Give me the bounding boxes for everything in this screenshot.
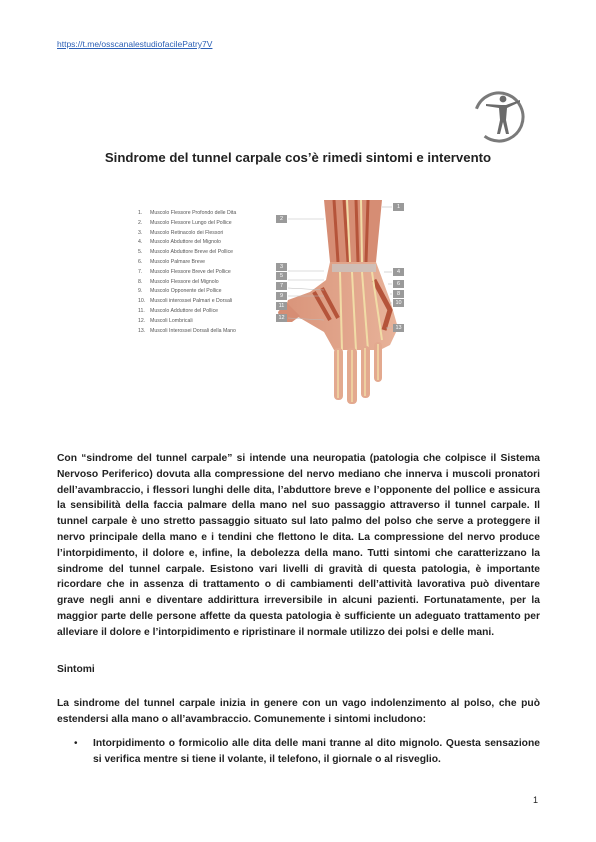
figure-tag: 13	[393, 324, 404, 332]
legend-item: 12. Muscoli Lombricali	[138, 317, 193, 324]
figure-tag: 9	[276, 292, 287, 300]
legend-item: 9. Muscolo Opponente del Pollice	[138, 288, 222, 295]
legend-item: 1. Muscolo Flessore Profondo delle Dita	[138, 210, 237, 216]
legend-item: 7. Muscolo Flessore Breve del Pollice	[138, 268, 231, 275]
figure-tag: 3	[276, 263, 287, 271]
legend-item: 2. Muscolo Flessore Lungo del Pollice	[138, 219, 232, 226]
intro-paragraph: Con “sindrome del tunnel carpale” si intende una neuropatia (patologia che colpisce il Sistema Nervoso Periferico) dovuta alla compressione del nervo mediano che innerva i muscoli pronatori dell’avambraccio, i flessori lunghi delle dita, l’abduttore breve e l’opponente del pollice e assicura la sensibilità della faccia palmare della mano nel suo passaggio attraverso il tunnel carpale. Il tunnel carpale è uno stretto passaggio situato sul lato palmo del polso che serve a proteggere il nervo principale della mano e i tendini che flettono le dita. La compressione del nervo produce l’intorpidimento, il dolore e, infine, la debolezza della mano. Tutti sintomi che caratterizzano la sindrome del tunnel carpale. Esistono vari livelli di gravità di questa patologia, è importante ricordare che in assenza di trattamento o di cambiamenti dell’attività lavorativa può diventare grave negli anni e diventare addirittura irreversibile in alcuni pazienti. Fortunatamente, per la maggior parte delle persone affette da questa patologia è sufficiente un adeguato trattamento per alleviare il dolore e l’intorpidimento e ripristinare il normale utilizzo dei polsi e delle mani.	[57, 453, 540, 638]
legend-item: 3. Muscolo Retinacolo dei Flessori	[138, 229, 224, 236]
figure-tag: 7	[276, 282, 287, 290]
sintomi-paragraph: La sindrome del tunnel carpale inizia in genere con un vago indolenzimento al polso, che può estendersi alla mano o all’avambraccio. Comunemente i sintomi includono:	[57, 698, 540, 725]
legend-item: 10. Muscoli interossei Palmari e Dorsali	[138, 298, 233, 305]
legend-item: 8. Muscolo Flessore del Mignolo	[138, 278, 219, 285]
figure-tag: 5	[276, 272, 287, 280]
figure-tag: 2	[276, 215, 287, 223]
figure-tag: 8	[393, 290, 404, 298]
legend-item: 13. Muscoli Interossei Dorsali della Mano	[138, 327, 236, 334]
figure-tag: 6	[393, 280, 404, 288]
muscle-legend	[138, 210, 268, 337]
figure-tag: 1	[393, 203, 404, 211]
list-item	[57, 736, 540, 768]
site-logo	[470, 88, 528, 146]
figure-tag: 11	[276, 302, 287, 310]
page-title: Sindrome del tunnel carpale cos’è rimedi sintomi e intervento	[104, 150, 492, 165]
figure-tag: 10	[393, 299, 404, 307]
page-number: 1	[533, 795, 539, 805]
legend-item: 5. Muscolo Abduttore Breve del Pollice	[138, 249, 234, 256]
figure-tag: 12	[276, 314, 287, 322]
legend-item: 6. Muscolo Palmare Breve	[138, 258, 206, 265]
section-heading-sintomi: Sintomi	[57, 664, 95, 675]
bullet-marker: •	[74, 738, 78, 749]
telegram-link[interactable]: https://t.me/osscanalestudiofacilePatry7V	[57, 39, 213, 49]
legend-item: 4. Muscolo Abduttore del Mignolo	[138, 239, 221, 246]
list-item-text: Intorpidimento o formicolio alle dita delle mani tranne al dito mignolo. Questa sensazione si verifica mentre si tiene il volante, il telefono, il giornale o al risveglio.	[93, 738, 540, 765]
figure-tag: 4	[393, 268, 404, 276]
legend-item: 11. Muscolo Adduttore del Pollice	[138, 307, 219, 314]
